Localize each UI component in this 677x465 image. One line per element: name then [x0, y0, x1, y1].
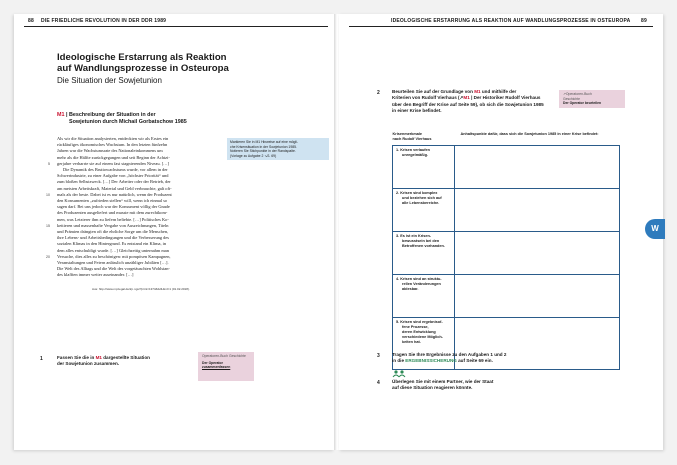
operator-box[interactable]: Operatoren-Buch Geschichte Der Operator zusammenfassen: [198, 352, 254, 381]
table-row-label: 1. Krisen verlaufen unregelmäßig.: [393, 146, 455, 189]
text-line: mehr als die Hälfte zurückgegangen und seit Beginn der Achtzi-: [57, 154, 170, 160]
task-4-text: Überlegen Sie mit einem Partner, wie der Staat auf diese Situation reagieren könnte.: [392, 379, 494, 391]
text-line: Veranstaltungen und Feiern anlässlich unzähliger Jubiläen […].: [57, 260, 169, 266]
text-line: des klafften immer weiter auseinander. […]: [57, 272, 134, 278]
table-row-label: 2. Krisen sind komplex und beziehen sich auf alle Lebensbereiche.: [393, 189, 455, 232]
m1-ref: M1: [95, 355, 102, 360]
task-number: 3: [377, 353, 380, 359]
operator-box[interactable]: ↗Operatoren-Buch Geschichte Der Operator beurteilen: [559, 90, 625, 108]
chapter-tab-w[interactable]: W: [645, 219, 665, 239]
right-page-number: 89: [641, 18, 647, 24]
text-line: kettieren und massenhafte Vergabe von Auszeichnungen, Titeln: [57, 222, 169, 228]
source-citation: Aus: http://www.mpzegal.de/irp.ngs/?print=1373&fullHtml=1 (01.02.2018).: [92, 287, 190, 291]
text-line: ihre Lebens- und Arbeitsbedingungen und die Verbesserung des: [57, 235, 169, 241]
text-line: Die Welt des Alltags und die Welt des vorgetäuschten Wohlstan-: [57, 266, 170, 272]
text-line: Schwerindustrie, zu einer Aufgabe von „höchster Priorität“ und: [57, 173, 169, 179]
text-line: und Prämien drängten oft die ehrliche Sorge um die Menschen,: [57, 229, 169, 235]
text-line: Die Dynamik des Bruttowachstums wurde, vor allem in der: [63, 167, 168, 173]
task-1-text: Fassen Sie die in M1 dargestellte Situation der Sowjetunion zusammen.: [57, 355, 150, 367]
text-line: gerjahre verharrte sie auf einem fast stagnierenden Niveau. […]: [57, 160, 170, 166]
source-text: [57, 136, 217, 279]
table-header-left: Krisenmerkmale nach Rudolf Vierhaus: [393, 131, 455, 146]
answer-cell[interactable]: [455, 146, 620, 189]
text-line: zum bloßen Selbstzweck. […] Der Arbeiter oder der Betrieb, der: [57, 179, 171, 185]
line-number: 20: [46, 255, 50, 259]
text-line: sozialen Klimas in den Hintergrund. Es entstand ein Klima, in: [57, 241, 167, 247]
margin-hint-box: Markieren Sie in M1 Hinweise auf eine mögli- che Krisensituation in der Sowjetunion 1985. Notieren Sie Stichpunkte in der Randspalte. (Vorlage zu Aufgabe 2 ↘S. 69): [227, 138, 329, 160]
answer-cell[interactable]: [455, 232, 620, 275]
answer-cell[interactable]: [455, 275, 620, 318]
table-row: [393, 146, 620, 189]
task-number: 1: [40, 356, 43, 362]
line-number: 10: [46, 193, 50, 197]
line-number: 15: [46, 224, 50, 228]
text-line: dem alles entschuldigt wurde. […] Gleichzeitig unternahm man: [57, 247, 169, 253]
task-2-text: Beurteilen Sie auf der Grundlage von M1 und mithilfe der Kriterien von Rudolf Vierhaus (↗M1 | Der Historiker Rudolf Vierhaus über den Begriff der Krise auf Seite 59), ob sich die Sowjetunion 1985 in einer Krise befindet.: [392, 89, 544, 114]
text-line: men, was Letzterer ihm zu liefern beliebte. […] Politisches Ko-: [57, 216, 169, 222]
header-rule: [24, 26, 328, 27]
table-row: [393, 189, 620, 232]
task-number: 2: [377, 90, 380, 96]
text-line: am meisten Arbeitskraft, Material und Geld verbrauchte, galt oft-: [57, 185, 172, 191]
table-row-label: 4. Krisen sind an struktu- rellen Veränderungen ablesbar.: [393, 275, 455, 318]
table-header-right: Anhaltspunkte dafür, dass sich die Sowjetunion 1985 in einer Krise befindet:: [455, 131, 620, 146]
left-page-number: 88: [28, 18, 34, 24]
answer-cell[interactable]: [455, 189, 620, 232]
table-header-row: [393, 131, 620, 146]
page-title: Ideologische Erstarrung als Reaktion auf Wandlungsprozesse in Osteuropa: [57, 52, 229, 74]
text-line: den Konsumenten „zufrieden stellen“ will, wenn ich einmal so: [57, 198, 168, 204]
text-line: des Produzenten ausgeliefert und musste mit dem zurechtkom-: [57, 210, 168, 216]
line-number: 5: [48, 162, 50, 166]
header-rule: [349, 26, 653, 27]
text-line: Als wir die Situation analysierten, entdeckten wir als Erstes ein: [57, 136, 169, 141]
text-line: rückläufiges ökonomisches Wachstum. In den letzten fünfzehn: [57, 142, 168, 148]
left-running-head: DIE FRIEDLICHE REVOLUTION IN DER DDR 1989: [41, 18, 167, 24]
table-row-label: 5. Krisen sind ergebnisof- fene Prozesse, deren Entwicklung verschiedene Möglich- keiten hat.: [393, 318, 455, 370]
right-page: [339, 14, 663, 450]
table-row: [393, 275, 620, 318]
m1-label: M1: [57, 112, 65, 118]
right-running-head: IDEOLOGISCHE ERSTARRUNG ALS REAKTION AUF WANDLUNGSPROZESSE IN OSTEUROPA: [391, 18, 631, 24]
text-line: Jahren war die Wachstumsrate des Nationaleinkommens um: [57, 148, 163, 154]
ergebnissicherung-link[interactable]: ERGEBNISSICHERUNG: [405, 358, 457, 364]
criteria-table: [392, 131, 620, 370]
task-number: 4: [377, 380, 380, 386]
page-subtitle: Die Situation der Sowjetunion: [57, 76, 162, 85]
m1-ref: M1: [474, 89, 481, 94]
partner-work-icon: [392, 370, 406, 378]
table-row: [393, 232, 620, 275]
table-row-label: 3. Es ist ein Krisen- bewusstsein bei den Betroffenen vorhanden.: [393, 232, 455, 275]
text-line: mals als der beste. Dabei ist es nur natürlich, wenn der Produzent: [57, 191, 172, 197]
task-3-text: Tragen Sie Ihre Ergebnisse zu den Aufgaben 1 und 2 in die ERGEBNISSICHERUNG auf Seite 69 ein.: [392, 352, 507, 364]
text-line: Versuche, dies alles zu beschönigen: mit pompösen Kampagnen,: [57, 253, 171, 259]
m1-ref: M1: [463, 95, 470, 101]
left-page: [14, 14, 334, 450]
text-line: sagen darf. Bei uns jedoch war der Konsument völlig der Gnade: [57, 204, 170, 210]
m1-heading: M1 | Beschreibung der Situation in der Sowjetunion durch Michail Gorbatschow 1985: [57, 112, 187, 125]
